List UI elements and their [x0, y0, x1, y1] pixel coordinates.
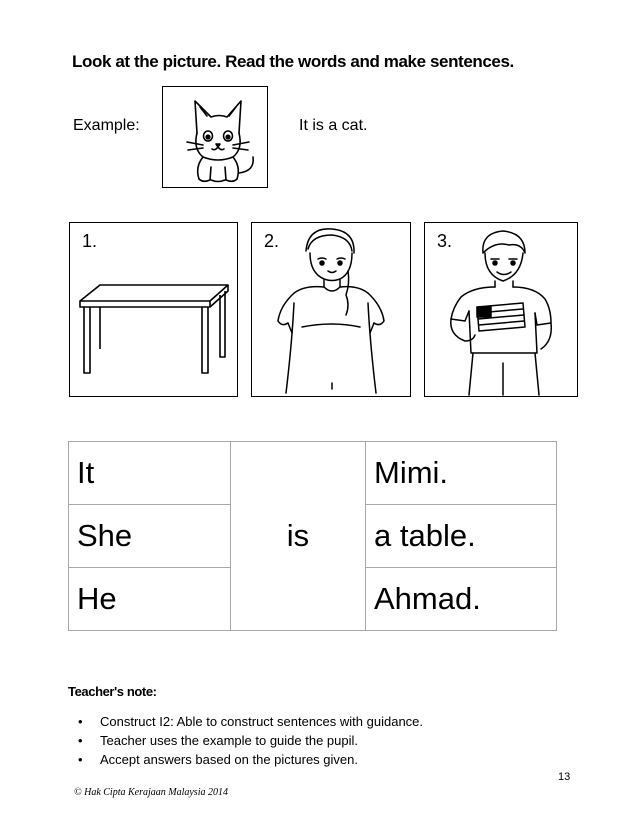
sentence-table	[68, 441, 557, 631]
list-item	[70, 750, 423, 769]
list-item	[70, 712, 423, 731]
table-row	[69, 442, 557, 505]
teachers-note-list	[70, 712, 423, 769]
picture-number-2: 2.	[264, 231, 280, 251]
note-text: Accept answers based on the pictures given.	[100, 752, 358, 767]
picture-box-3	[424, 222, 578, 397]
picture-box-2	[251, 222, 411, 397]
table-drawing-icon	[70, 223, 237, 396]
picture-box-1	[69, 222, 238, 397]
bullet-icon: •	[78, 752, 83, 767]
verb-cell: is	[231, 442, 366, 631]
bullet-icon: •	[78, 733, 83, 748]
picture-number-3: 3.	[437, 231, 453, 251]
example-label: Example:	[73, 117, 140, 134]
subject-cell: She	[69, 505, 231, 568]
cat-drawing-icon	[163, 87, 267, 187]
example-picture-box	[162, 86, 268, 188]
picture-number-1: 1.	[82, 231, 98, 251]
object-cell: a table.	[366, 505, 557, 568]
object-cell: Mimi.	[366, 442, 557, 505]
instruction-heading: Look at the picture. Read the words and make sentences.	[72, 52, 514, 71]
teachers-note-title: Teacher's note:	[68, 684, 157, 699]
list-item	[70, 731, 423, 750]
boy-drawing-icon	[425, 223, 577, 396]
page-number: 13	[558, 771, 571, 783]
copyright-footer: © Hak Cipta Kerajaan Malaysia 2014	[74, 787, 228, 798]
subject-cell: It	[69, 442, 231, 505]
object-cell: Ahmad.	[366, 568, 557, 631]
bullet-icon: •	[78, 714, 83, 729]
note-text: Teacher uses the example to guide the pupil.	[100, 733, 359, 748]
example-sentence: It is a cat.	[299, 117, 368, 134]
note-text: Construct I2: Able to construct sentences with guidance.	[100, 714, 424, 729]
subject-cell: He	[69, 568, 231, 631]
girl-drawing-icon	[252, 223, 410, 396]
